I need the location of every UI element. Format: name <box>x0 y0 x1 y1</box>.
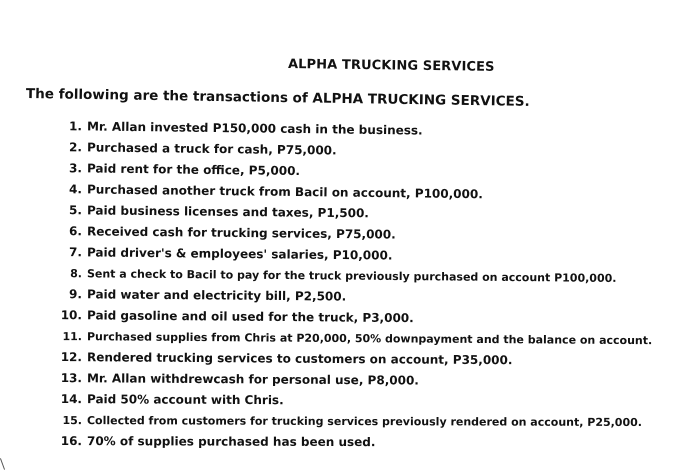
page-edge-mark <box>0 458 5 470</box>
document-title: ALPHA TRUCKING SERVICES <box>287 57 495 75</box>
transaction-number: 15. <box>62 414 83 428</box>
transaction-text: Mr. Allan withdrewcash for personal use, P8,000. <box>86 371 419 388</box>
transaction-number: 16. <box>60 434 83 449</box>
transaction-number: 7. <box>69 245 83 260</box>
transaction-text: Purchased supplies from Chris at P20,000, 50% downpayment and the balance on account. <box>86 330 653 348</box>
transaction-number: 4. <box>68 182 83 197</box>
transaction-number: 12. <box>60 350 83 365</box>
transaction-item <box>52 410 652 433</box>
transaction-text: Collected from customers for trucking services previously rendered on account, P25,000. <box>86 414 642 430</box>
transaction-text: Paid 50% account with Chris. <box>86 392 284 408</box>
transaction-text: Received cash for trucking services, P75,000. <box>86 224 396 242</box>
transaction-text: Rendered trucking services to customers on account, P35,000. <box>86 350 513 368</box>
transaction-text: Paid rent for the office, P5,000. <box>86 161 301 179</box>
transaction-number: 9. <box>69 287 83 302</box>
document-intro: The following are the transactions of ALPHA TRUCKING SERVICES. <box>25 86 530 110</box>
transaction-text: Paid business licenses and taxes, P1,500. <box>86 203 369 221</box>
transaction-text: Purchased another truck from Bacil on account, P100,000. <box>86 182 483 202</box>
transaction-number: 3. <box>68 161 83 176</box>
transaction-number: 10. <box>60 308 83 323</box>
transaction-text: Mr. Allan invested P150,000 cash in the business. <box>86 119 423 138</box>
transaction-text: Paid water and electricity bill, P2,500. <box>86 287 347 304</box>
transaction-number: 14. <box>60 392 83 407</box>
transaction-text: Paid gasoline and oil used for the truck, P3,000. <box>86 308 414 326</box>
transaction-list <box>52 116 652 452</box>
transaction-number: 11. <box>62 330 83 344</box>
transaction-text: Purchased a truck for cash, P75,000. <box>86 140 337 158</box>
transaction-text: Paid driver's & employees' salaries, P10,000. <box>86 245 393 263</box>
transaction-number: 13. <box>60 371 83 386</box>
transaction-text: 70% of supplies purchased has been used. <box>86 434 376 450</box>
transaction-number: 8. <box>70 267 83 281</box>
transaction-number: 2. <box>68 140 83 155</box>
transaction-item <box>52 431 652 454</box>
transaction-number: 1. <box>68 119 83 134</box>
transaction-text: Sent a check to Bacil to pay for the truck previously purchased on account P100,000. <box>86 267 617 285</box>
transaction-number: 5. <box>69 203 83 218</box>
transaction-number: 6. <box>69 224 83 239</box>
